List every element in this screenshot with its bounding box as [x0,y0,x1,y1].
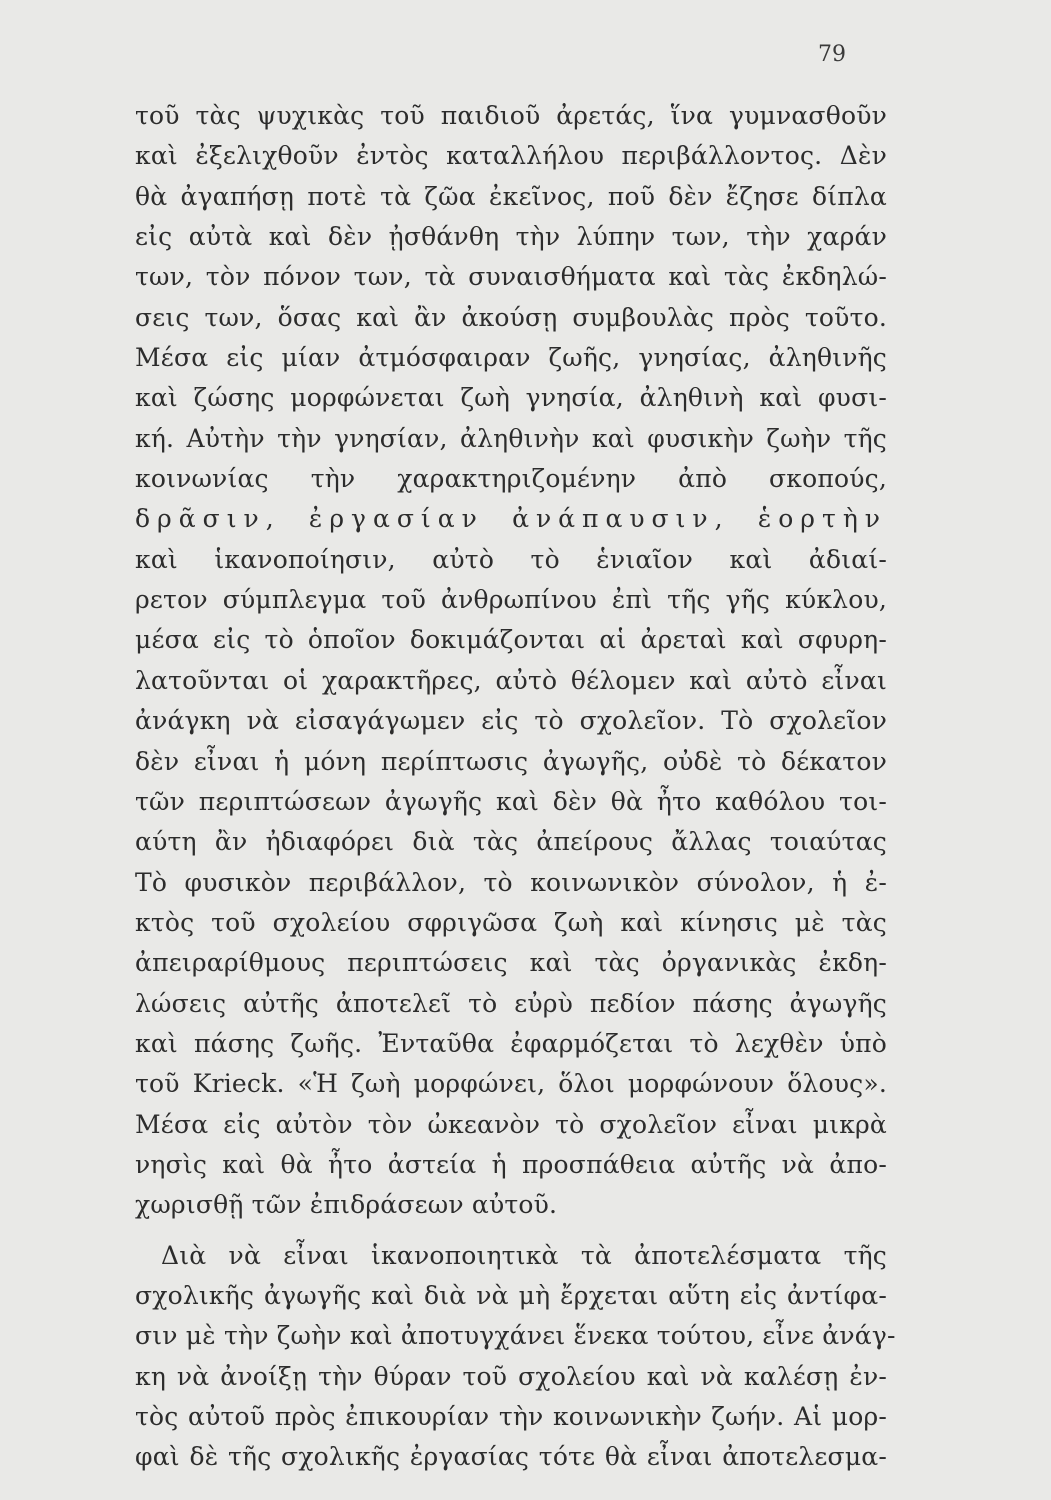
text-line: καὶ ζώσης μορφώνεται ζωὴ γνησία, ἀληθινὴ καὶ φυσι- [135,383,887,413]
text-line: ἀνάγκη νὰ εἰσαγάγωμεν εἰς τὸ σχολεῖον. Τὸ σχολεῖον [135,706,887,736]
text-line: εἰς αὐτὰ καὶ δὲν ᾐσθάνθη τὴν λύπην των, τὴν χαράν [135,222,887,252]
text-line: κοινωνίας τὴν χαρακτηριζομένην ἀπὸ σκοπούς, [135,464,887,494]
text-line: δὲν εἶναι ἡ μόνη περίπτωσις ἀγωγῆς, οὐδὲ τὸ δέκατον [135,746,887,776]
paragraph-1 [135,96,887,1226]
text-line: κή. Αὐτὴν τὴν γνησίαν, ἀληθινὴν καὶ φυσικὴν ζωὴν τῆς [135,423,887,453]
text-line: των, τὸν πόνον των, τὰ συναισθήματα καὶ τὰς ἐκδηλώ- [135,262,887,292]
text-line: αύτη ἂν ἠδιαφόρει διὰ τὰς ἀπείρους ἄλλας τοιαύτας [135,827,887,857]
text-line: καὶ ἱκανοποίησιν, αὐτὸ τὸ ἑνιαῖον καὶ ἀδιαί- [135,544,887,574]
text-line: λατοῦνται οἱ χαρακτῆρες, αὐτὸ θέλομεν καὶ αὐτὸ εἶναι [135,665,887,695]
text-line: τοῦ τὰς ψυχικὰς τοῦ παιδιοῦ ἀρετάς, ἵνα γυμνασθοῦν [135,101,887,130]
text-line: καὶ ἐξελιχθοῦν ἐντὸς καταλλήλου περιβάλλοντος. Δὲν [135,141,887,171]
text-line: τοῦ Krieck. «Ἡ ζωὴ μορφώνει, ὅλοι μορφώνουν ὅλους». [135,1069,887,1099]
paragraph-gap [135,1226,887,1236]
page-number: 79 [818,42,846,67]
text-line-last: χωρισθῇ τῶν ἐπιδράσεων αὐτοῦ. [135,1190,558,1220]
text-line: σιν μὲ τὴν ζωὴν καὶ ἀποτυγχάνει ἕνεκα τούτου, εἶνε ἀνάγ- [135,1321,896,1351]
text-line: Μέσα εἰς μίαν ἀτμόσφαιραν ζωῆς, γνησίας, ἀληθινῆς [135,343,887,373]
text-line: σχολικῆς ἀγωγῆς καὶ διὰ νὰ μὴ ἔρχεται αὕτη εἰς ἀντίφα- [135,1280,887,1310]
text-line: τὸς αὐτοῦ πρὸς ἐπικουρίαν τὴν κοινωνικὴν ζωήν. Αἱ μορ- [135,1402,887,1431]
body-text [135,96,896,1478]
text-line: κτὸς τοῦ σχολείου σφριγῶσα ζωὴ καὶ κίνησις μὲ τὰς [135,907,887,937]
text-line: θὰ ἀγαπήσῃ ποτὲ τὰ ζῶα ἐκεῖνος, ποῦ δὲν ἔζησε δίπλα [135,181,887,211]
paragraph-2 [135,1236,896,1478]
text-line: Τὸ φυσικὸν περιβάλλον, τὸ κοινωνικὸν σύνολον, ἡ ἐ- [135,867,887,897]
text-line-spaced: δρᾶσιν, ἐργασίαν ἀνάπαυσιν, ἑορτὴν [135,504,887,534]
text-line: ρετον σύμπλεγμα τοῦ ἀνθρωπίνου ἐπὶ τῆς γῆς κύκλου, [135,585,887,615]
text-line-indented: Διὰ νὰ εἶναι ἱκανοποιητικὰ τὰ ἀποτελέσματα τῆς [161,1240,887,1270]
text-line: ἀπειραρίθμους περιπτώσεις καὶ τὰς ὀργανικὰς ἐκδη- [135,948,887,978]
text-line: τῶν περιπτώσεων ἀγωγῆς καὶ δὲν θὰ ἦτο καθόλου τοι- [135,786,887,816]
text-line: φαὶ δὲ τῆς σχολικῆς ἐργασίας τότε θὰ εἶναι ἀποτελεσμα- [135,1442,887,1472]
text-line: κη νὰ ἀνοίξῃ τὴν θύραν τοῦ σχολείου καὶ νὰ καλέσῃ ἐν- [135,1361,887,1391]
text-line: λώσεις αὐτῆς ἀποτελεῖ τὸ εὐρὺ πεδίον πάσης ἀγωγῆς [135,988,887,1018]
text-line: σεις των, ὅσας καὶ ἂν ἀκούσῃ συμβουλὰς πρὸς τοῦτο. [135,302,887,332]
text-line: νησὶς καὶ θὰ ἦτο ἀστεία ἡ προσπάθεια αὐτῆς νὰ ἀπο- [135,1149,887,1179]
text-line: Μέσα εἰς αὐτὸν τὸν ὠκεανὸν τὸ σχολεῖον εἶναι μικρὰ [135,1109,887,1139]
text-line: καὶ πάσης ζωῆς. Ἐνταῦθα ἐφαρμόζεται τὸ λεχθὲν ὑπὸ [135,1028,887,1058]
text-line: μέσα εἰς τὸ ὁποῖον δοκιμάζονται αἱ ἀρεταὶ καὶ σφυρη- [135,625,887,655]
